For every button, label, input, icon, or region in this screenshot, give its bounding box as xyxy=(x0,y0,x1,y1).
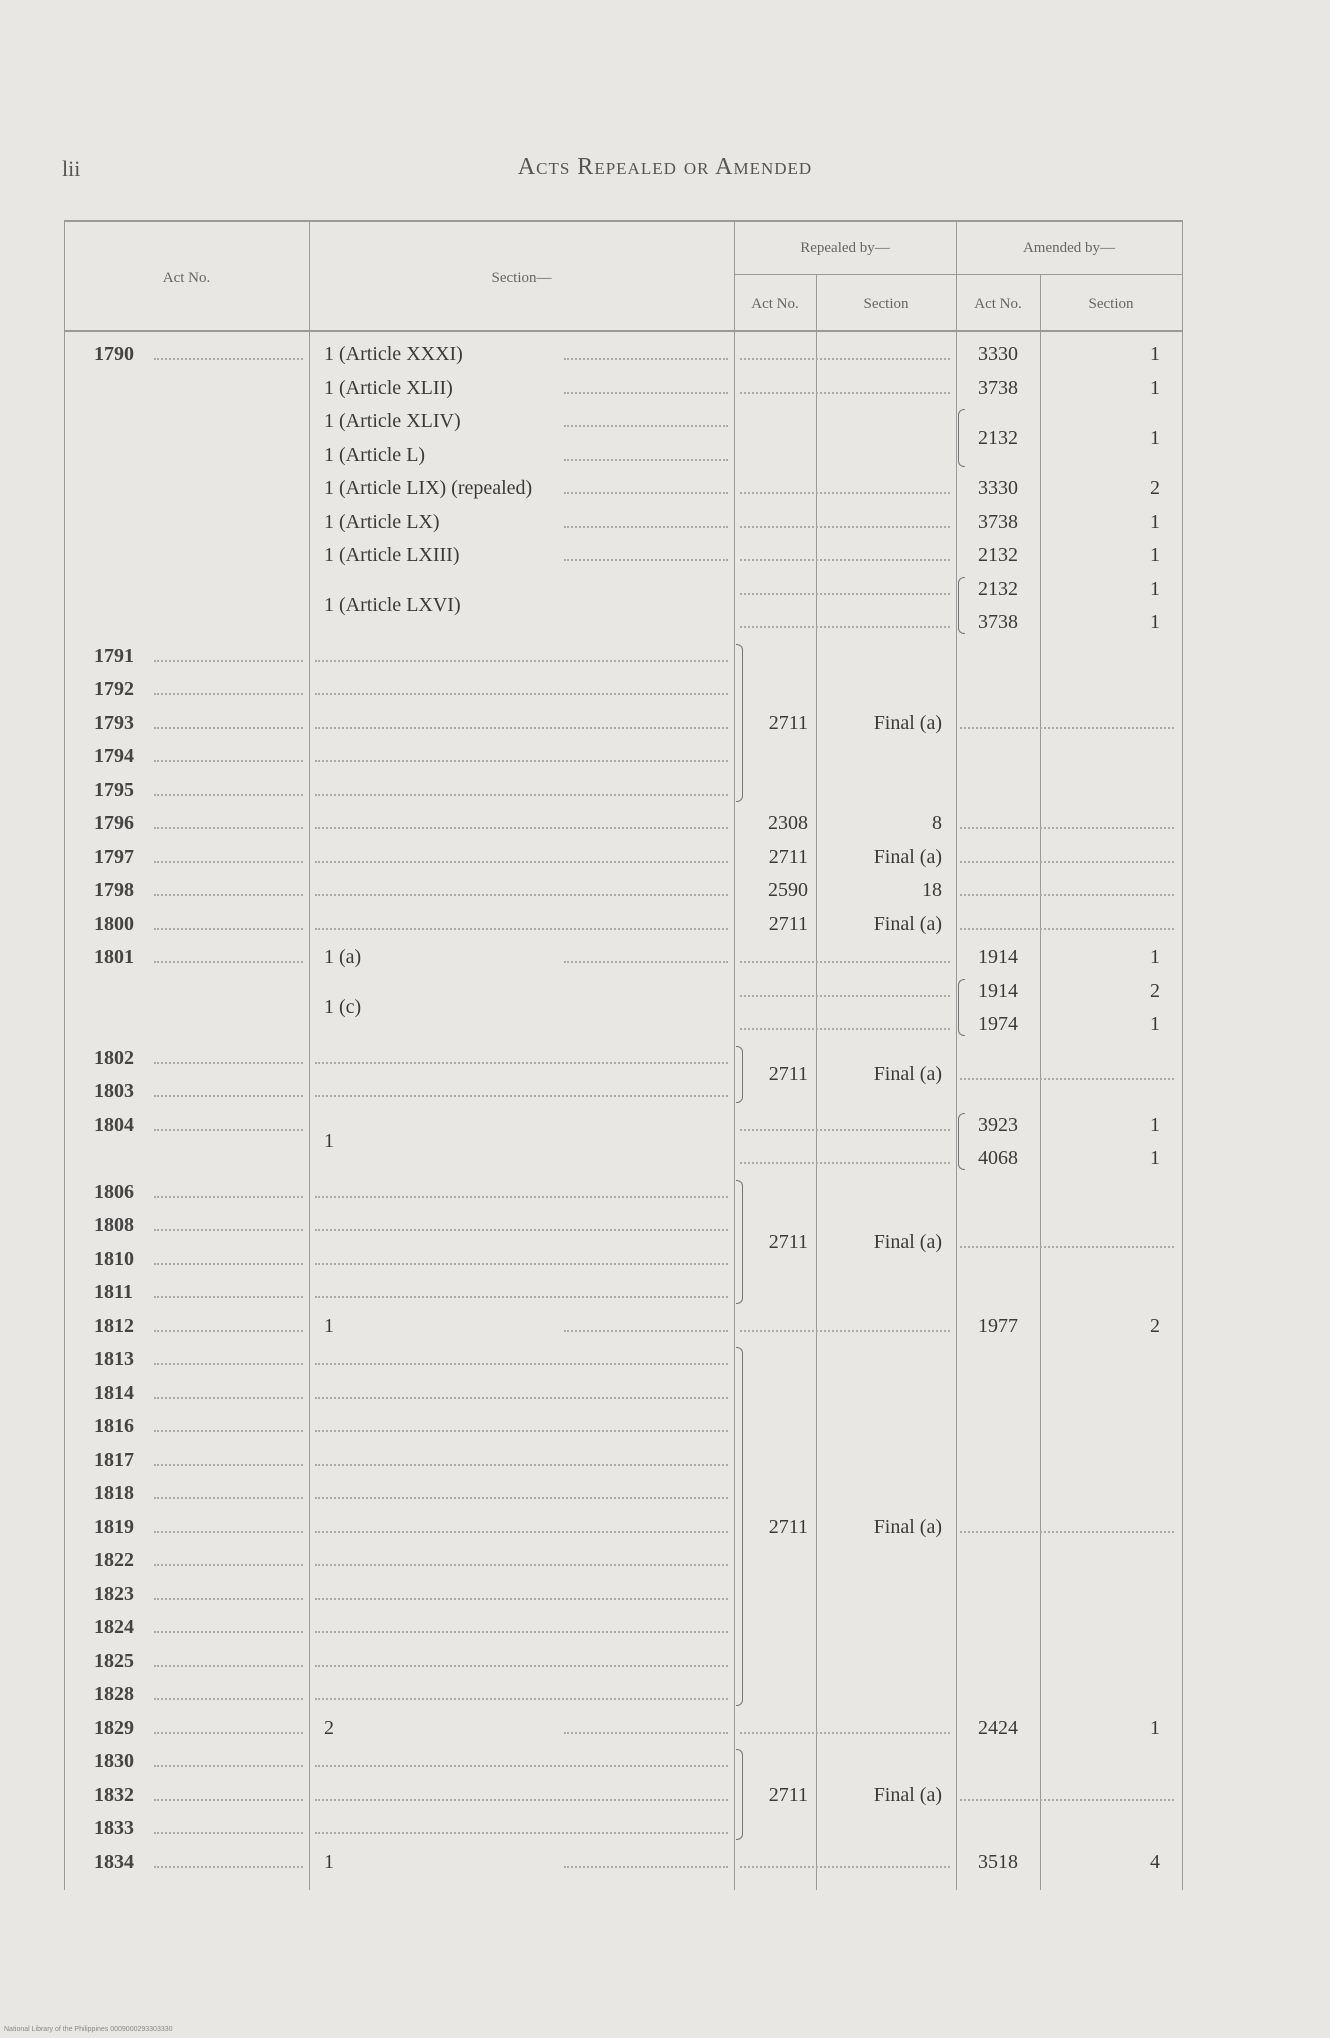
footer-note: National Library of the Philippines 0009000293303330 xyxy=(4,2026,173,2033)
amended-section: 2 xyxy=(1150,477,1160,499)
leader-dots xyxy=(960,827,1174,829)
group-brace xyxy=(736,1180,743,1305)
leader-dots xyxy=(315,1464,728,1466)
section-text: 1 (Article LIX) (repealed) xyxy=(324,477,533,499)
leader-dots xyxy=(315,1765,728,1767)
leader-dots xyxy=(315,1564,728,1566)
leader-dots xyxy=(740,1162,950,1164)
leader-dots xyxy=(564,425,728,427)
header-repealed-act-no: Act No. xyxy=(751,296,799,312)
amended-act-no: 1914 xyxy=(978,979,1018,1002)
repealed-section: Final (a) xyxy=(873,1515,942,1538)
leader-dots xyxy=(315,894,728,896)
amended-section: 1 xyxy=(1150,946,1160,968)
repealed-act-no: 2711 xyxy=(768,1230,808,1253)
leader-dots xyxy=(740,1866,950,1868)
leader-dots xyxy=(564,559,728,561)
leader-dots xyxy=(154,827,303,829)
leader-dots xyxy=(315,1698,728,1700)
leader-dots xyxy=(564,1330,728,1332)
act-number: 1819 xyxy=(94,1515,134,1538)
leader-dots xyxy=(315,1296,728,1298)
leader-dots xyxy=(315,660,728,662)
leader-dots xyxy=(315,1397,728,1399)
leader-dots xyxy=(154,693,303,695)
amended-act-no: 3738 xyxy=(978,510,1018,533)
column-rule xyxy=(956,220,957,1890)
table-right-rule xyxy=(1182,220,1183,1890)
act-number: 1791 xyxy=(94,644,134,667)
act-number: 1808 xyxy=(94,1214,134,1236)
leader-dots xyxy=(154,1196,303,1198)
leader-dots xyxy=(315,1363,728,1365)
leader-dots xyxy=(740,492,950,494)
act-number: 1817 xyxy=(94,1448,134,1471)
group-brace xyxy=(958,979,965,1037)
group-brace xyxy=(958,409,965,467)
repealed-section: 8 xyxy=(932,812,942,834)
leader-dots xyxy=(315,1799,728,1801)
leader-dots xyxy=(960,1078,1174,1080)
leader-dots xyxy=(315,827,728,829)
leader-dots xyxy=(315,1263,728,1265)
leader-dots xyxy=(960,894,1174,896)
leader-dots xyxy=(564,1866,728,1868)
leader-dots xyxy=(740,995,950,997)
leader-dots xyxy=(154,1631,303,1633)
leader-dots xyxy=(740,1028,950,1030)
leader-dots xyxy=(154,1598,303,1600)
leader-dots xyxy=(154,660,303,662)
leader-dots xyxy=(154,794,303,796)
repealed-act-no: 2711 xyxy=(768,912,808,935)
amended-section: 1 xyxy=(1150,577,1160,600)
leader-dots xyxy=(564,459,728,461)
header-repealed-section: Section xyxy=(863,296,909,312)
act-number: 1810 xyxy=(94,1247,134,1270)
amended-act-no: 3330 xyxy=(978,477,1018,499)
leader-dots xyxy=(740,1732,950,1734)
leader-dots xyxy=(315,760,728,762)
act-number: 1802 xyxy=(94,1046,134,1069)
repealed-act-no: 2590 xyxy=(768,879,808,901)
leader-dots xyxy=(154,1330,303,1332)
amended-act-no: 1974 xyxy=(978,1013,1018,1035)
leader-dots xyxy=(154,760,303,762)
amended-section: 1 xyxy=(1150,1113,1160,1136)
act-number: 1822 xyxy=(94,1549,134,1571)
repealed-act-no: 2711 xyxy=(768,711,808,734)
leader-dots xyxy=(154,1832,303,1834)
act-number: 1800 xyxy=(94,912,134,935)
leader-dots xyxy=(960,1246,1174,1248)
group-brace xyxy=(958,577,965,635)
amended-act-no: 3923 xyxy=(978,1113,1018,1136)
act-number: 1806 xyxy=(94,1180,134,1203)
leader-dots xyxy=(154,861,303,863)
act-number: 1803 xyxy=(94,1080,134,1102)
act-number: 1790 xyxy=(94,343,134,365)
header-group-rule xyxy=(734,274,1182,275)
amended-section: 1 xyxy=(1150,1147,1160,1169)
leader-dots xyxy=(154,1363,303,1365)
section-text: 1 (Article XLIV) xyxy=(324,410,461,432)
section-text: 1 (Article XXXI) xyxy=(324,343,463,365)
section-text: 1 (Article XLII) xyxy=(324,376,453,399)
group-brace xyxy=(736,1749,743,1840)
section-text: 1 (c) xyxy=(324,996,362,1019)
section-text: 1 (Article LXIII) xyxy=(324,544,460,566)
repealed-act-no: 2711 xyxy=(768,845,808,868)
act-number: 1793 xyxy=(94,711,134,734)
leader-dots xyxy=(154,1129,303,1131)
leader-dots xyxy=(315,1665,728,1667)
acts-table xyxy=(64,220,1184,1890)
header-bottom-rule xyxy=(64,330,1182,332)
leader-dots xyxy=(154,727,303,729)
act-number: 1811 xyxy=(94,1281,133,1303)
act-number: 1814 xyxy=(94,1381,134,1404)
repealed-section: Final (a) xyxy=(873,711,942,734)
repealed-act-no: 2711 xyxy=(768,1783,808,1806)
page-number: lii xyxy=(62,156,81,181)
repealed-section: Final (a) xyxy=(873,845,942,868)
act-number: 1801 xyxy=(94,946,134,968)
leader-dots xyxy=(960,1799,1174,1801)
section-text: 1 xyxy=(324,1314,334,1337)
group-brace xyxy=(736,644,743,802)
leader-dots xyxy=(740,559,950,561)
amended-section: 1 xyxy=(1150,510,1160,533)
leader-dots xyxy=(315,1062,728,1064)
act-number: 1829 xyxy=(94,1716,134,1739)
leader-dots xyxy=(154,1564,303,1566)
section-text: 1 xyxy=(324,1850,334,1873)
leader-dots xyxy=(960,928,1174,930)
amended-section: 2 xyxy=(1150,1314,1160,1337)
leader-dots xyxy=(154,1229,303,1231)
act-number: 1818 xyxy=(94,1482,134,1504)
amended-section: 1 xyxy=(1150,1716,1160,1739)
leader-dots xyxy=(154,1397,303,1399)
repealed-section: Final (a) xyxy=(873,1783,942,1806)
repealed-section: 18 xyxy=(922,879,942,901)
group-brace xyxy=(736,1347,743,1706)
leader-dots xyxy=(154,1095,303,1097)
table-left-rule xyxy=(64,220,65,1890)
leader-dots xyxy=(154,1430,303,1432)
leader-dots xyxy=(740,961,950,963)
leader-dots xyxy=(960,1531,1174,1533)
act-number: 1816 xyxy=(94,1415,134,1437)
leader-dots xyxy=(740,1330,950,1332)
amended-act-no: 2132 xyxy=(978,426,1018,449)
leader-dots xyxy=(960,727,1174,729)
leader-dots xyxy=(315,861,728,863)
leader-dots xyxy=(154,1062,303,1064)
leader-dots xyxy=(315,1229,728,1231)
leader-dots xyxy=(740,626,950,628)
header-amended-act-no: Act No. xyxy=(974,296,1022,312)
act-number: 1797 xyxy=(94,845,134,868)
repealed-section: Final (a) xyxy=(873,912,942,935)
amended-act-no: 1914 xyxy=(978,946,1018,968)
act-number: 1792 xyxy=(94,678,134,700)
amended-act-no: 3738 xyxy=(978,611,1018,633)
group-brace xyxy=(958,1113,965,1171)
amended-act-no: 3518 xyxy=(978,1850,1018,1873)
repealed-act-no: 2711 xyxy=(768,1063,808,1086)
column-rule xyxy=(734,220,735,1890)
column-rule xyxy=(309,220,310,1890)
amended-section: 1 xyxy=(1150,426,1160,449)
section-text: 2 xyxy=(324,1716,334,1739)
leader-dots xyxy=(154,1665,303,1667)
leader-dots xyxy=(315,1598,728,1600)
leader-dots xyxy=(315,1196,728,1198)
leader-dots xyxy=(315,1497,728,1499)
act-number: 1798 xyxy=(94,879,134,901)
act-number: 1795 xyxy=(94,778,134,801)
leader-dots xyxy=(564,961,728,963)
amended-section: 1 xyxy=(1150,376,1160,399)
leader-dots xyxy=(154,1263,303,1265)
amended-act-no: 3330 xyxy=(978,343,1018,365)
amended-act-no: 3738 xyxy=(978,376,1018,399)
leader-dots xyxy=(315,794,728,796)
leader-dots xyxy=(154,1732,303,1734)
leader-dots xyxy=(564,1732,728,1734)
leader-dots xyxy=(154,358,303,360)
section-text: 1 (Article LXVI) xyxy=(324,594,461,617)
leader-dots xyxy=(740,392,950,394)
leader-dots xyxy=(154,1464,303,1466)
leader-dots xyxy=(315,1832,728,1834)
leader-dots xyxy=(315,1095,728,1097)
leader-dots xyxy=(154,928,303,930)
leader-dots xyxy=(154,1765,303,1767)
leader-dots xyxy=(740,526,950,528)
leader-dots xyxy=(154,1698,303,1700)
act-number: 1824 xyxy=(94,1616,134,1638)
leader-dots xyxy=(315,1430,728,1432)
header-amended-by: Amended by— xyxy=(1022,240,1116,256)
amended-section: 1 xyxy=(1150,611,1160,633)
act-number: 1823 xyxy=(94,1582,134,1605)
act-number: 1828 xyxy=(94,1683,134,1705)
act-number: 1804 xyxy=(94,1113,134,1136)
leader-dots xyxy=(154,1296,303,1298)
amended-act-no: 2424 xyxy=(978,1716,1018,1739)
repealed-section: Final (a) xyxy=(873,1230,942,1253)
act-number: 1834 xyxy=(94,1850,134,1873)
group-brace xyxy=(736,1046,743,1104)
repealed-act-no: 2711 xyxy=(768,1515,808,1538)
amended-act-no: 1977 xyxy=(978,1314,1018,1337)
page-title: Acts Repealed or Amended xyxy=(517,154,813,180)
amended-section: 4 xyxy=(1150,1850,1160,1873)
act-number: 1832 xyxy=(94,1783,134,1806)
leader-dots xyxy=(154,1531,303,1533)
leader-dots xyxy=(315,693,728,695)
leader-dots xyxy=(315,1631,728,1633)
act-number: 1830 xyxy=(94,1750,134,1772)
act-number: 1833 xyxy=(94,1817,134,1839)
amended-act-no: 4068 xyxy=(978,1147,1018,1169)
leader-dots xyxy=(564,526,728,528)
leader-dots xyxy=(315,928,728,930)
leader-dots xyxy=(315,727,728,729)
act-number: 1812 xyxy=(94,1314,134,1337)
leader-dots xyxy=(740,593,950,595)
amended-section: 1 xyxy=(1150,343,1160,365)
leader-dots xyxy=(154,894,303,896)
amended-section: 1 xyxy=(1150,1013,1160,1035)
repealed-act-no: 2308 xyxy=(768,812,808,834)
leader-dots xyxy=(154,1497,303,1499)
leader-dots xyxy=(154,1866,303,1868)
leader-dots xyxy=(564,492,728,494)
leader-dots xyxy=(740,1129,950,1131)
amended-act-no: 2132 xyxy=(978,577,1018,600)
amended-section: 2 xyxy=(1150,979,1160,1002)
amended-act-no: 2132 xyxy=(978,544,1018,566)
table-top-rule xyxy=(64,220,1182,222)
section-text: 1 (Article LX) xyxy=(324,510,440,533)
act-number: 1794 xyxy=(94,745,134,767)
section-text: 1 (a) xyxy=(324,946,362,968)
leader-dots xyxy=(154,961,303,963)
leader-dots xyxy=(315,1531,728,1533)
section-text: 1 (Article L) xyxy=(324,443,426,466)
act-number: 1825 xyxy=(94,1649,134,1672)
leader-dots xyxy=(960,861,1174,863)
act-number: 1813 xyxy=(94,1348,134,1370)
act-number: 1796 xyxy=(94,812,134,834)
amended-section: 1 xyxy=(1150,544,1160,566)
header-act-no: Act No. xyxy=(162,270,211,286)
header-amended-section: Section xyxy=(1088,296,1134,312)
leader-dots xyxy=(564,392,728,394)
leader-dots xyxy=(564,358,728,360)
header-section: Section— xyxy=(491,270,552,286)
leader-dots xyxy=(740,358,950,360)
repealed-section: Final (a) xyxy=(873,1063,942,1086)
leader-dots xyxy=(154,1799,303,1801)
header-repealed-by: Repealed by— xyxy=(800,240,890,256)
section-text: 1 xyxy=(324,1130,334,1153)
